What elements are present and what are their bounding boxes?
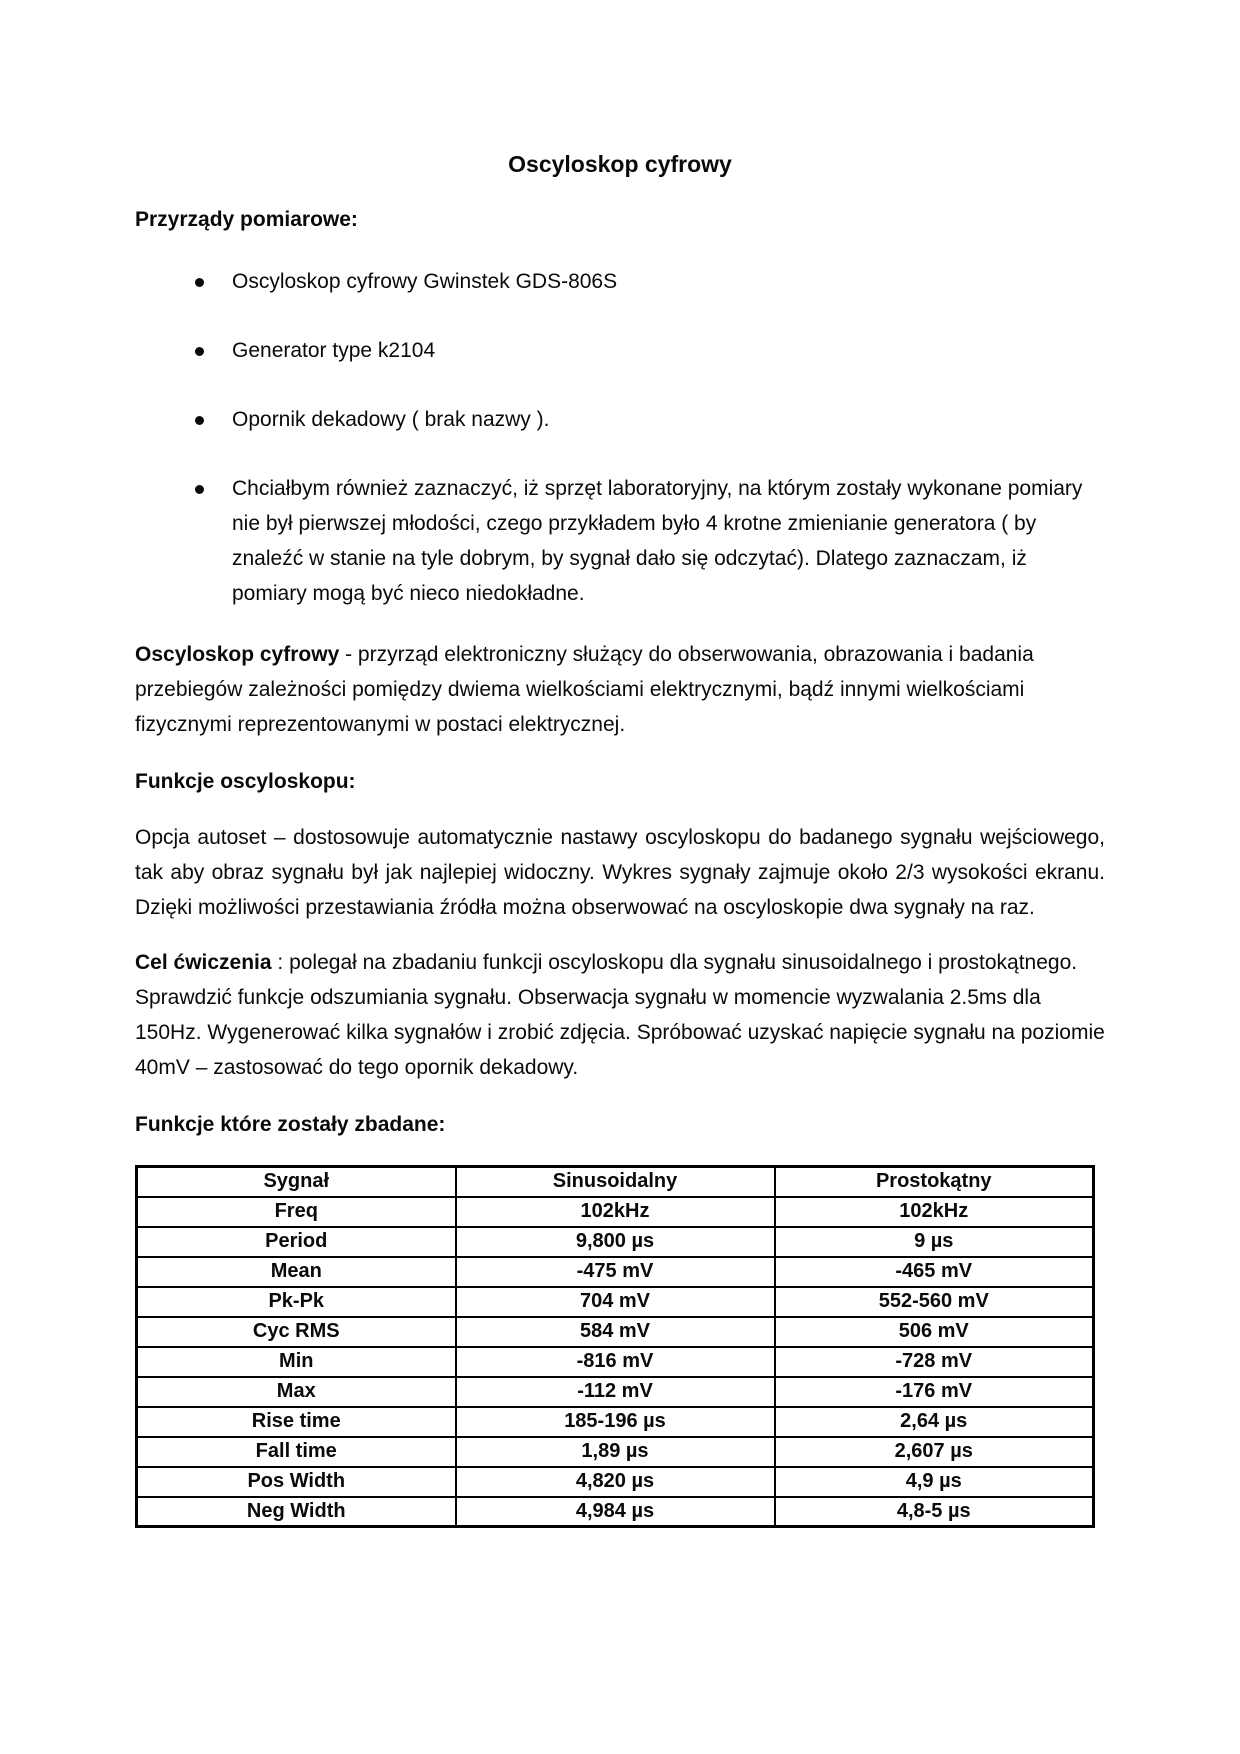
row-label: Rise time <box>137 1407 456 1437</box>
paragraph-goal <box>135 945 1105 1085</box>
cell-sinusoidal: 185-196 µs <box>456 1407 775 1437</box>
column-header-signal: Sygnał <box>137 1167 456 1197</box>
cell-sinusoidal: -112 mV <box>456 1377 775 1407</box>
column-header-sinusoidal: Sinusoidalny <box>456 1167 775 1197</box>
cell-rectangular: 4,9 µs <box>775 1467 1094 1497</box>
paragraph-definition <box>135 637 1105 742</box>
list-item-text: Generator type k2104 <box>232 339 436 362</box>
bullet-icon <box>195 416 204 425</box>
table-row <box>137 1437 1094 1467</box>
table-row <box>137 1197 1094 1227</box>
row-label: Max <box>137 1377 456 1407</box>
list-item <box>135 402 1105 437</box>
row-label: Period <box>137 1227 456 1257</box>
cell-rectangular: 102kHz <box>775 1197 1094 1227</box>
table-row <box>137 1317 1094 1347</box>
cell-sinusoidal: -475 mV <box>456 1257 775 1287</box>
goal-text: : polegał na zbadaniu funkcji oscyloskopu dla sygnału sinusoidalnego i prostokątnego. Sprawdzić funkcje odszumiania sygnału. Obserwacja sygnału w momencie wyzwalania 2.5ms dla 150Hz. Wygenerować kilka sygnałów i zrobić zdjęcia. Spróbować uzyskać napięcie sygnału na poziomie 40mV – zastosować do tego opornik dekadowy. <box>135 951 1105 1079</box>
row-label: Min <box>137 1347 456 1377</box>
cell-sinusoidal: 9,800 µs <box>456 1227 775 1257</box>
definition-lead: Oscyloskop cyfrowy <box>135 643 340 666</box>
cell-sinusoidal: 102kHz <box>456 1197 775 1227</box>
row-label: Mean <box>137 1257 456 1287</box>
section-heading-functions: Funkcje oscyloskopu: <box>135 770 356 793</box>
list-item <box>135 264 1105 299</box>
section-heading-instruments: Przyrządy pomiarowe: <box>135 208 358 231</box>
cell-rectangular: -728 mV <box>775 1347 1094 1377</box>
cell-rectangular: 2,64 µs <box>775 1407 1094 1437</box>
row-label: Pk-Pk <box>137 1287 456 1317</box>
cell-rectangular: 4,8-5 µs <box>775 1497 1094 1527</box>
table-row <box>137 1407 1094 1437</box>
table-row <box>137 1257 1094 1287</box>
row-label: Fall time <box>137 1437 456 1467</box>
table-row <box>137 1377 1094 1407</box>
row-label: Freq <box>137 1197 456 1227</box>
table-row <box>137 1497 1094 1527</box>
cell-rectangular: 552-560 mV <box>775 1287 1094 1317</box>
table-row <box>137 1227 1094 1257</box>
cell-rectangular: 9 µs <box>775 1227 1094 1257</box>
measurements-table <box>135 1165 1095 1528</box>
cell-sinusoidal: 4,820 µs <box>456 1467 775 1497</box>
bullet-icon <box>195 347 204 356</box>
cell-rectangular: -465 mV <box>775 1257 1094 1287</box>
table-row <box>137 1347 1094 1377</box>
bullet-icon <box>195 485 204 494</box>
row-label: Pos Width <box>137 1467 456 1497</box>
paragraph-autoset: Opcja autoset – dostosowuje automatycznie nastawy oscyloskopu do badanego sygnału wejściowego, tak aby obraz sygnału był jak najlepiej widoczny. Wykres sygnały zajmuje około 2/3 wysokości ekranu. Dzięki możliwości przestawiania źródła można obserwować na oscyloskopie dwa sygnały na raz. <box>135 826 1105 919</box>
list-item <box>135 333 1105 368</box>
page-title: Oscyloskop cyfrowy <box>508 151 732 177</box>
cell-sinusoidal: 4,984 µs <box>456 1497 775 1527</box>
list-item-text: Opornik dekadowy ( brak nazwy ). <box>232 408 550 431</box>
instruments-bullet-list <box>135 264 1105 611</box>
row-label: Neg Width <box>137 1497 456 1527</box>
table-row <box>137 1467 1094 1497</box>
table-row <box>137 1287 1094 1317</box>
table-header-row <box>137 1167 1094 1197</box>
row-label: Cyc RMS <box>137 1317 456 1347</box>
cell-sinusoidal: 1,89 µs <box>456 1437 775 1467</box>
cell-rectangular: -176 mV <box>775 1377 1094 1407</box>
goal-lead: Cel ćwiczenia <box>135 951 272 974</box>
list-item <box>135 471 1105 611</box>
list-item-text: Chciałbym również zaznaczyć, iż sprzęt laboratoryjny, na którym zostały wykonane pomiary nie był pierwszej młodości, czego przykładem było 4 krotne zmienianie generatora ( by znaleźć w stanie na tyle dobrym, by sygnał dało się odczytać). Dlatego zaznaczam, iż pomiary mogą być nieco niedokładne. <box>232 477 1083 605</box>
bullet-icon <box>195 278 204 287</box>
column-header-rectangular: Prostokątny <box>775 1167 1094 1197</box>
cell-sinusoidal: 704 mV <box>456 1287 775 1317</box>
section-heading-table: Funkcje które zostały zbadane: <box>135 1113 446 1136</box>
cell-sinusoidal: 584 mV <box>456 1317 775 1347</box>
cell-sinusoidal: -816 mV <box>456 1347 775 1377</box>
cell-rectangular: 2,607 µs <box>775 1437 1094 1467</box>
list-item-text: Oscyloskop cyfrowy Gwinstek GDS-806S <box>232 270 618 293</box>
definition-text: - przyrząd elektroniczny służący do obserwowania, obrazowania i badania przebiegów zależności pomiędzy dwiema wielkościami elektrycznymi, bądź innymi wielkościami fizycznymi reprezentowanymi w postaci elektrycznej. <box>135 643 1034 736</box>
cell-rectangular: 506 mV <box>775 1317 1094 1347</box>
